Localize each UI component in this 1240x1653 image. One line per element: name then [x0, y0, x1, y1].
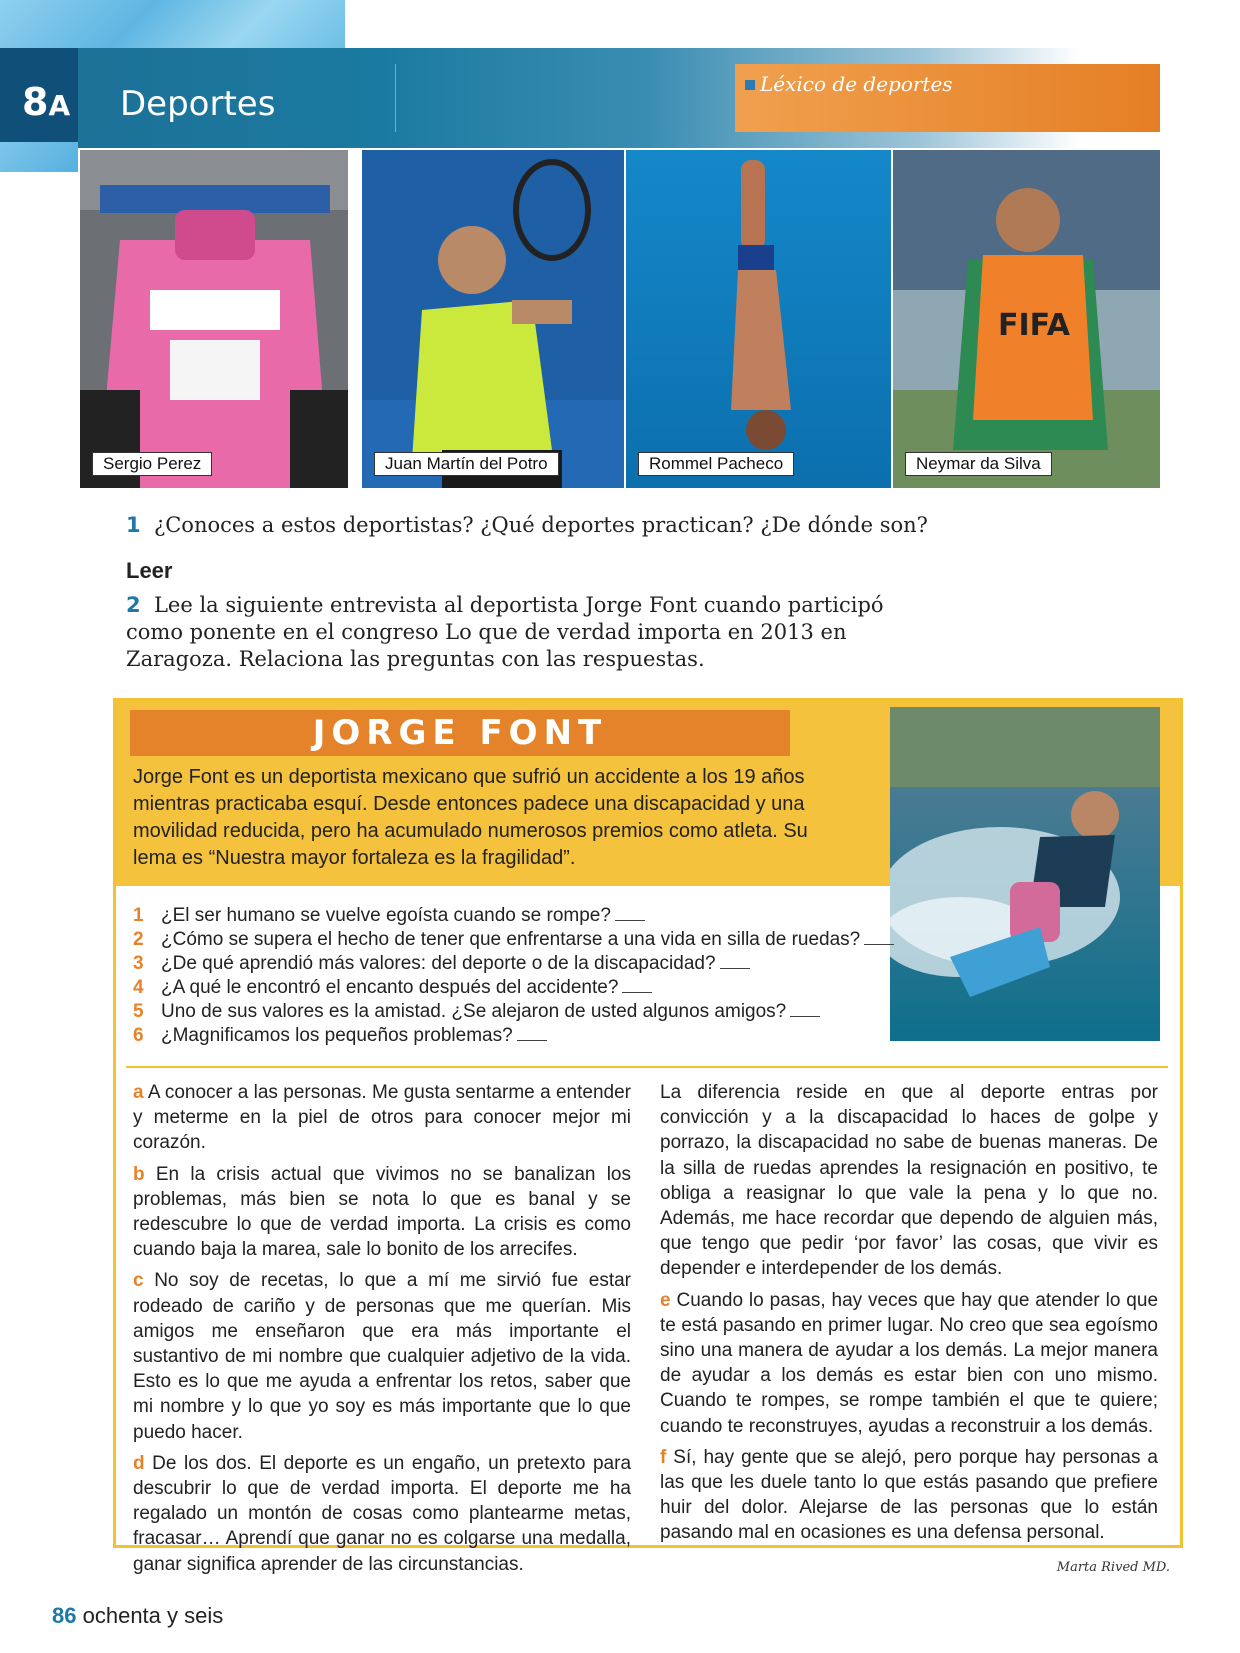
list-item: 6 ¿Magnificamos los pequeños problemas? [133, 1024, 873, 1048]
exercise-text: Lee la siguiente entrevista al deportista Jorge Font cuando participó como ponente en el congreso Lo que de verdad importa en 2013 en Zaragoza. Relaciona las preguntas con las respuestas. [126, 593, 884, 671]
answer-d-continued: La diferencia reside en que al deporte entras por convicción y a la discapacidad lo haces de golpe y porrazo, la discapacidad no sabe de buenas maneras. De la silla de ruedas aprendes la resignación en positivo, te obliga a reasignar lo que vale la pena y lo que no. Además, me hace recordar que dependo de alguien más, que tengo que pedir ‘por favor’ las cosas, que vivir es depender e interdepender de los demás. [660, 1082, 1158, 1280]
photo-water-ski [890, 707, 1160, 1041]
interview-intro: Jorge Font es un deportista mexicano que sufrió un accidente a los 19 años mientras practicaba esquí. Desde entonces padece una discapacidad y una movilidad reducida, pero ha acumulado numerosos premios como atleta. Su lema es “Nuestra mayor fortaleza es la fragilidad”. [133, 766, 808, 869]
unit-letter: A [48, 89, 71, 122]
list-item: 5 Uno de sus valores es la amistad. ¿Se alejaron de usted algunos amigos? [133, 1000, 873, 1024]
exercise-number: 1 [126, 513, 141, 537]
answer-e: e Cuando lo pasas, hay veces que hay que atender lo que te está pasando en primer lugar. No creo que sea egoísmo sino una manera de ayudar a los demás. La mejor manera de ayudar a los demás es estar bien con uno mismo. Cuando te rompes, se rompe también el que te quiere; cuando te reconstruyes, ayudas a reconstruir a los demás. [660, 1289, 1159, 1437]
list-item: 4 ¿A qué le encontró el encanto después del accidente? [133, 976, 873, 1000]
header-divider [395, 64, 396, 132]
photo-credit: Marta Rived MD. [1056, 1560, 1170, 1575]
answer-blank[interactable] [615, 906, 645, 921]
photo-diving [626, 150, 891, 488]
square-bullet-icon [745, 80, 755, 90]
page-number-words: ochenta y seis [82, 1603, 224, 1628]
answer-b: b En la crisis actual que vivimos no se banalizan los problemas, más bien se nota lo que es banal y se redescubre lo que de verdad importa. La crisis es como cuando baja la marea, sale lo bonito de los arrecifes. [133, 1163, 631, 1261]
photo-football [893, 150, 1160, 488]
photo-caption: Neymar da Silva [905, 452, 1052, 476]
exercise-1 [126, 513, 928, 537]
page-number: 86 [52, 1603, 77, 1628]
photo-caption: Sergio Perez [92, 452, 212, 476]
answer-blank[interactable] [622, 978, 652, 993]
photo-formula1 [80, 150, 348, 488]
answer-blank[interactable] [517, 1026, 547, 1041]
section-heading-leer: Leer [126, 558, 173, 583]
page-title: Deportes [120, 84, 276, 124]
answer-a: a A conocer a las personas. Me gusta sentarme a entender y meterme en la piel de otros para conocer mejor mi corazón. [133, 1082, 631, 1154]
question-list [133, 904, 873, 1048]
answers-column-right [660, 1080, 1158, 1552]
photo-caption: Juan Martín del Potro [374, 452, 559, 476]
exercise-2 [126, 592, 936, 673]
svg-text:FIFA: FIFA [998, 308, 1070, 343]
photo-tennis [362, 150, 624, 488]
exercise-number: 2 [126, 593, 141, 617]
divider [126, 1066, 1168, 1068]
answer-d: d De los dos. El deporte es un engaño, un pretexto para descubrir lo que de verdad importa. El deporte me ha regalado un montón de cosas como plantearme metas, fracasar… Aprendí que ganar no es colgarse una medalla, ganar significa aprender de las circunstancias. [133, 1452, 632, 1575]
answer-c: c No soy de recetas, lo que a mí me sirvió fue estar rodeado de cariño y de personas que me querían. Mis amigos me enseñaron que era más importante el sustantivo de mi nombre que cualquier adjetivo de la vida. Esto es lo que me ayuda a enfrentar los retos, saber que mi nombre y lo que yo soy es más importante que lo que puedo hacer. [133, 1270, 631, 1443]
list-item: 2 ¿Cómo se supera el hecho de tener que enfrentarse a una vida en silla de ruedas? [133, 928, 873, 952]
interview-title: JORGE FONT [312, 713, 608, 753]
answers-column-left [133, 1080, 631, 1583]
answer-blank[interactable] [790, 1002, 820, 1017]
answer-f: f Sí, hay gente que se alejó, pero porque hay personas a las que les duele tanto lo que estás pasando que prefiere huir del dolor. Alejarse de las personas que lo están pasando mal en ocasiones es una defensa personal. [660, 1446, 1158, 1544]
answer-blank[interactable] [864, 930, 894, 945]
left-texture-strip [0, 140, 78, 172]
section-tag-label: Léxico de deportes [760, 72, 953, 96]
exercise-text: ¿Conoces a estos deportistas? ¿Qué deportes practican? ¿De dónde son? [153, 513, 928, 537]
photo-caption: Rommel Pacheco [638, 452, 794, 476]
list-item: 1 ¿El ser humano se vuelve egoísta cuando se rompe? [133, 904, 873, 928]
unit-number: 8A [22, 80, 71, 124]
list-item: 3 ¿De qué aprendió más valores: del deporte o de la discapacidad? [133, 952, 873, 976]
page-footer [52, 1603, 223, 1629]
answer-blank[interactable] [720, 954, 750, 969]
header-texture [0, 0, 345, 50]
